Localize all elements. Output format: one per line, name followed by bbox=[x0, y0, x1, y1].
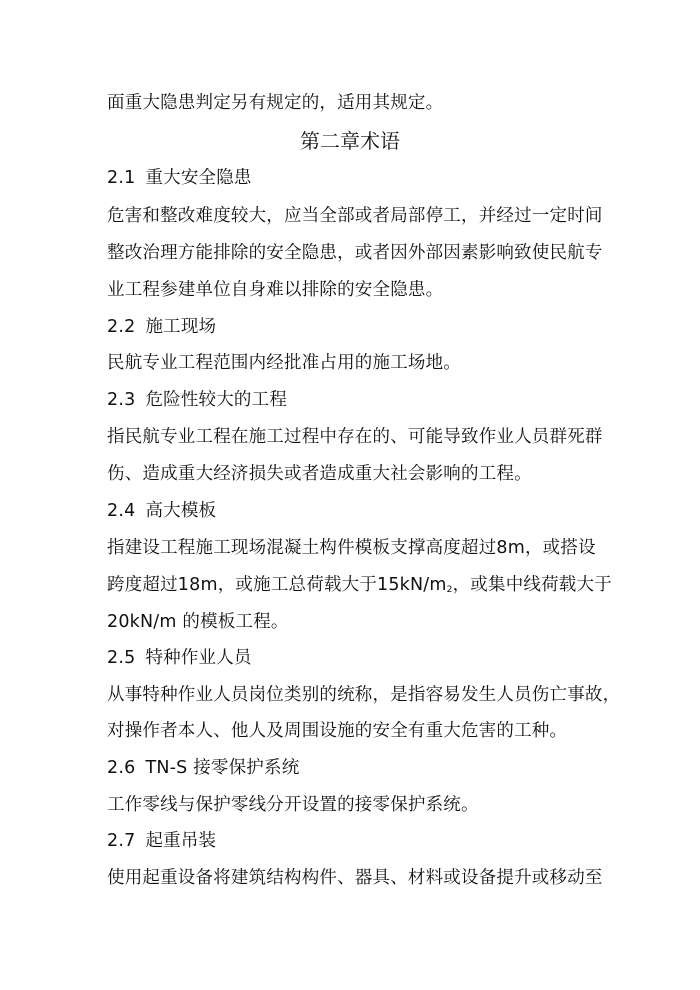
chapter-title: 第二章术语 bbox=[300, 129, 400, 153]
section-heading-2-7 bbox=[107, 830, 216, 852]
paragraph-line: 整改治理方能排除的安全隐患，或者因外部因素影响致使民航专 bbox=[107, 243, 603, 263]
section-title: 危险性较大的工程 bbox=[145, 390, 288, 410]
paragraph-line-load bbox=[107, 574, 612, 601]
section-heading-2-3 bbox=[107, 389, 287, 411]
section-number: 2.6 bbox=[107, 758, 136, 778]
paragraph-line: 伤、造成重大经济损失或者造成重大社会影响的工程。 bbox=[107, 464, 532, 484]
continuation-line: 面重大隐患判定另有规定的，适用其规定。 bbox=[107, 93, 444, 113]
section-number: 2.4 bbox=[107, 501, 136, 521]
section-heading-2-6 bbox=[107, 757, 299, 779]
section-title: 高大模板 bbox=[145, 501, 217, 521]
section-title: 重大安全隐患 bbox=[145, 168, 252, 188]
paragraph-line: 民航专业工程范围内经批准占用的施工场地。 bbox=[107, 353, 461, 373]
load-text-post: ，或集中线荷载大于 bbox=[452, 575, 612, 595]
paragraph-line: 使用起重设备将建筑结构构件、器具、材料或设备提升或移动至 bbox=[107, 868, 603, 888]
section-heading-2-4 bbox=[107, 500, 216, 522]
section-number: 2.2 bbox=[107, 317, 136, 337]
section-heading-2-1 bbox=[107, 167, 252, 189]
load-text-pre: 跨度超过18m，或施工总荷载大于15kN/m bbox=[107, 575, 447, 595]
section-title: 特种作业人员 bbox=[145, 648, 252, 668]
section-heading-2-5 bbox=[107, 647, 252, 669]
section-heading-2-2 bbox=[107, 316, 216, 338]
paragraph-line: 指建设工程施工现场混凝土构件模板支撑高度超过8m，或搭设 bbox=[107, 538, 596, 558]
section-title: TN-S 接零保护系统 bbox=[145, 758, 300, 778]
section-number: 2.5 bbox=[107, 648, 136, 668]
paragraph-line: 从事特种作业人员岗位类别的统称，是指容易发生人员伤亡事故， bbox=[107, 685, 621, 705]
section-number: 2.7 bbox=[107, 831, 136, 851]
section-title: 施工现场 bbox=[145, 317, 217, 337]
paragraph-line: 对操作者本人、他人及周围设施的安全有重大危害的工种。 bbox=[107, 721, 568, 741]
section-number: 2.1 bbox=[107, 168, 136, 188]
unit-exponent: 2 bbox=[446, 585, 453, 595]
section-number: 2.3 bbox=[107, 390, 136, 410]
paragraph-line: 指民航专业工程在施工过程中存在的、可能导致作业人员群死群 bbox=[107, 427, 603, 447]
section-title: 起重吊装 bbox=[145, 831, 217, 851]
paragraph-line: 20kN/m 的模板工程。 bbox=[107, 612, 289, 632]
paragraph-line: 业工程参建单位自身难以排除的安全隐患。 bbox=[107, 280, 444, 300]
paragraph-line: 工作零线与保护零线分开设置的接零保护系统。 bbox=[107, 795, 479, 815]
paragraph-line: 危害和整改难度较大，应当全部或者局部停工，并经过一定时间 bbox=[107, 206, 603, 226]
